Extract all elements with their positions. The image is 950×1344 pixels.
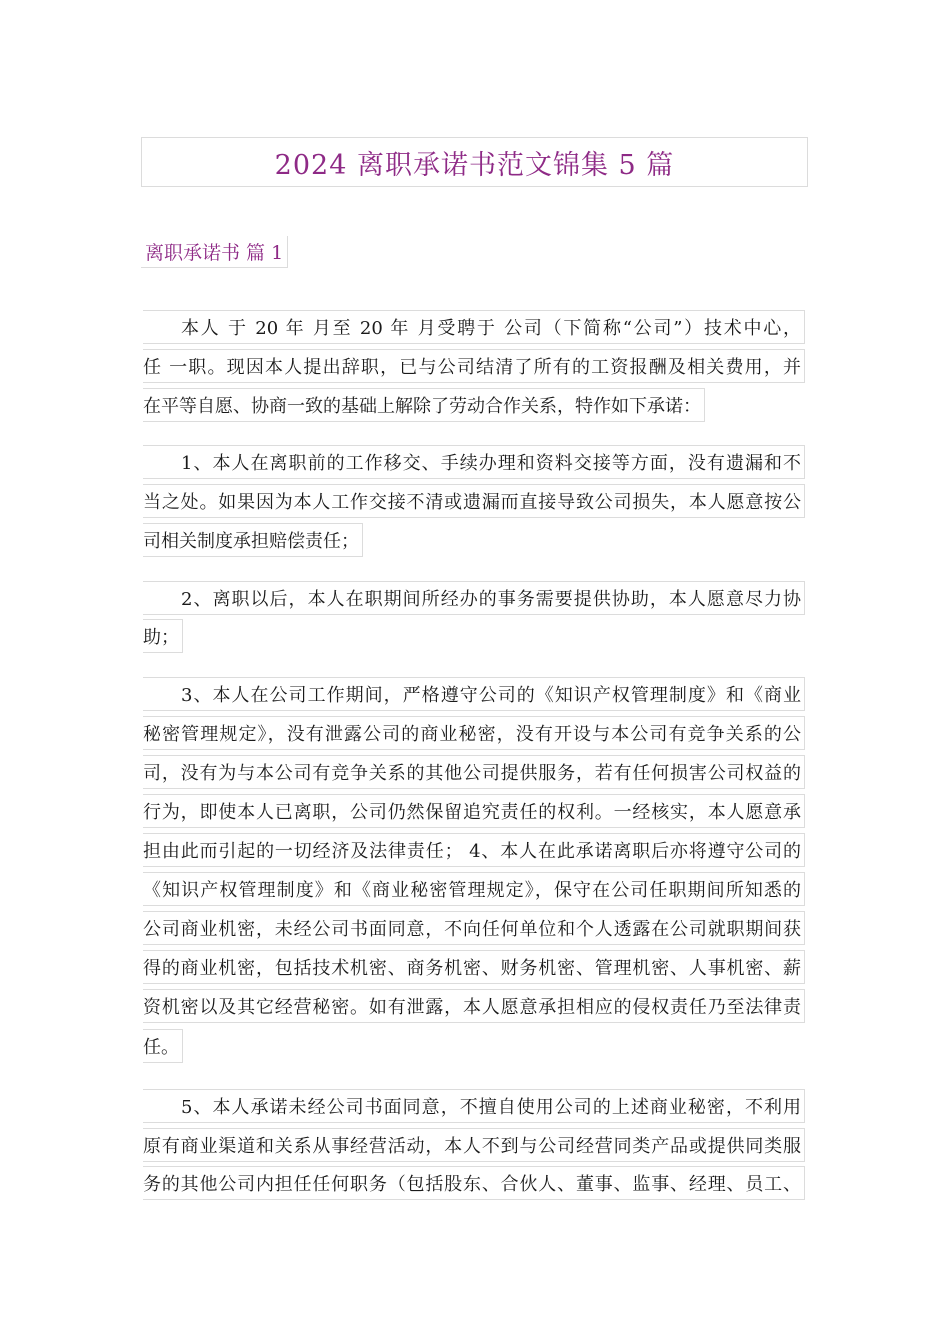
paragraph-line: 3、本人在公司工作期间，严格遵守公司的《知识产权管理制度》和《商业	[143, 677, 805, 711]
paragraph-line: 原有商业渠道和关系从事经营活动，本人不到与公司经营同类产品或提供同类服	[143, 1128, 805, 1162]
document-title-box	[141, 137, 808, 187]
paragraph-line: 2、离职以后，本人在职期间所经办的事务需要提供协助，本人愿意尽力协	[143, 581, 805, 615]
paragraph-line: 秘密管理规定》，没有泄露公司的商业秘密，没有开设与本公司有竞争关系的公	[143, 716, 805, 750]
paragraph-line: 担由此而引起的一切经济及法律责任； 4、本人在此承诺离职后亦将遵守公司的	[143, 833, 805, 867]
paragraph-line: 司，没有为与本公司有竞争关系的其他公司提供服务，若有任何损害公司权益的	[143, 755, 805, 789]
paragraph-line: 任。	[143, 1029, 183, 1063]
paragraph-line: 《知识产权管理制度》和《商业秘密管理规定》，保守在公司任职期间所知悉的	[143, 872, 805, 906]
paragraph-line: 1、本人在离职前的工作移交、手续办理和资料交接等方面，没有遗漏和不	[143, 445, 805, 479]
paragraph-line: 资机密以及其它经营秘密。如有泄露，本人愿意承担相应的侵权责任乃至法律责	[143, 989, 805, 1023]
paragraph-line: 公司商业机密，未经公司书面同意，不向任何单位和个人透露在公司就职期间获	[143, 911, 805, 945]
paragraph-line: 本人 于 20 年 月至 20 年 月受聘于 公司（下简称“公司”）技术中心，	[143, 310, 805, 344]
paragraph-line: 在平等自愿、协商一致的基础上解除了劳动合作关系，特作如下承诺：	[143, 388, 705, 422]
document-title: 2024 离职承诺书范文锦集 5 篇	[274, 149, 675, 181]
paragraph-line: 务的其他公司内担任任何职务（包括股东、合伙人、董事、监事、经理、员工、	[143, 1166, 805, 1200]
section-heading: 离职承诺书 篇 1	[141, 236, 288, 268]
paragraph-line: 司相关制度承担赔偿责任；	[143, 523, 363, 557]
paragraph-line: 5、本人承诺未经公司书面同意，不擅自使用公司的上述商业秘密，不利用	[143, 1089, 805, 1123]
paragraph-line: 得的商业机密，包括技术机密、商务机密、财务机密、管理机密、人事机密、薪	[143, 950, 805, 984]
paragraph-line: 助；	[143, 619, 183, 653]
paragraph-line: 行为，即使本人已离职，公司仍然保留追究责任的权利。一经核实，本人愿意承	[143, 794, 805, 828]
paragraph-line: 当之处。如果因为本人工作交接不清或遗漏而直接导致公司损失，本人愿意按公	[143, 484, 805, 518]
paragraph-line: 任 一职。现因本人提出辞职，已与公司结清了所有的工资报酬及相关费用，并	[143, 349, 805, 383]
